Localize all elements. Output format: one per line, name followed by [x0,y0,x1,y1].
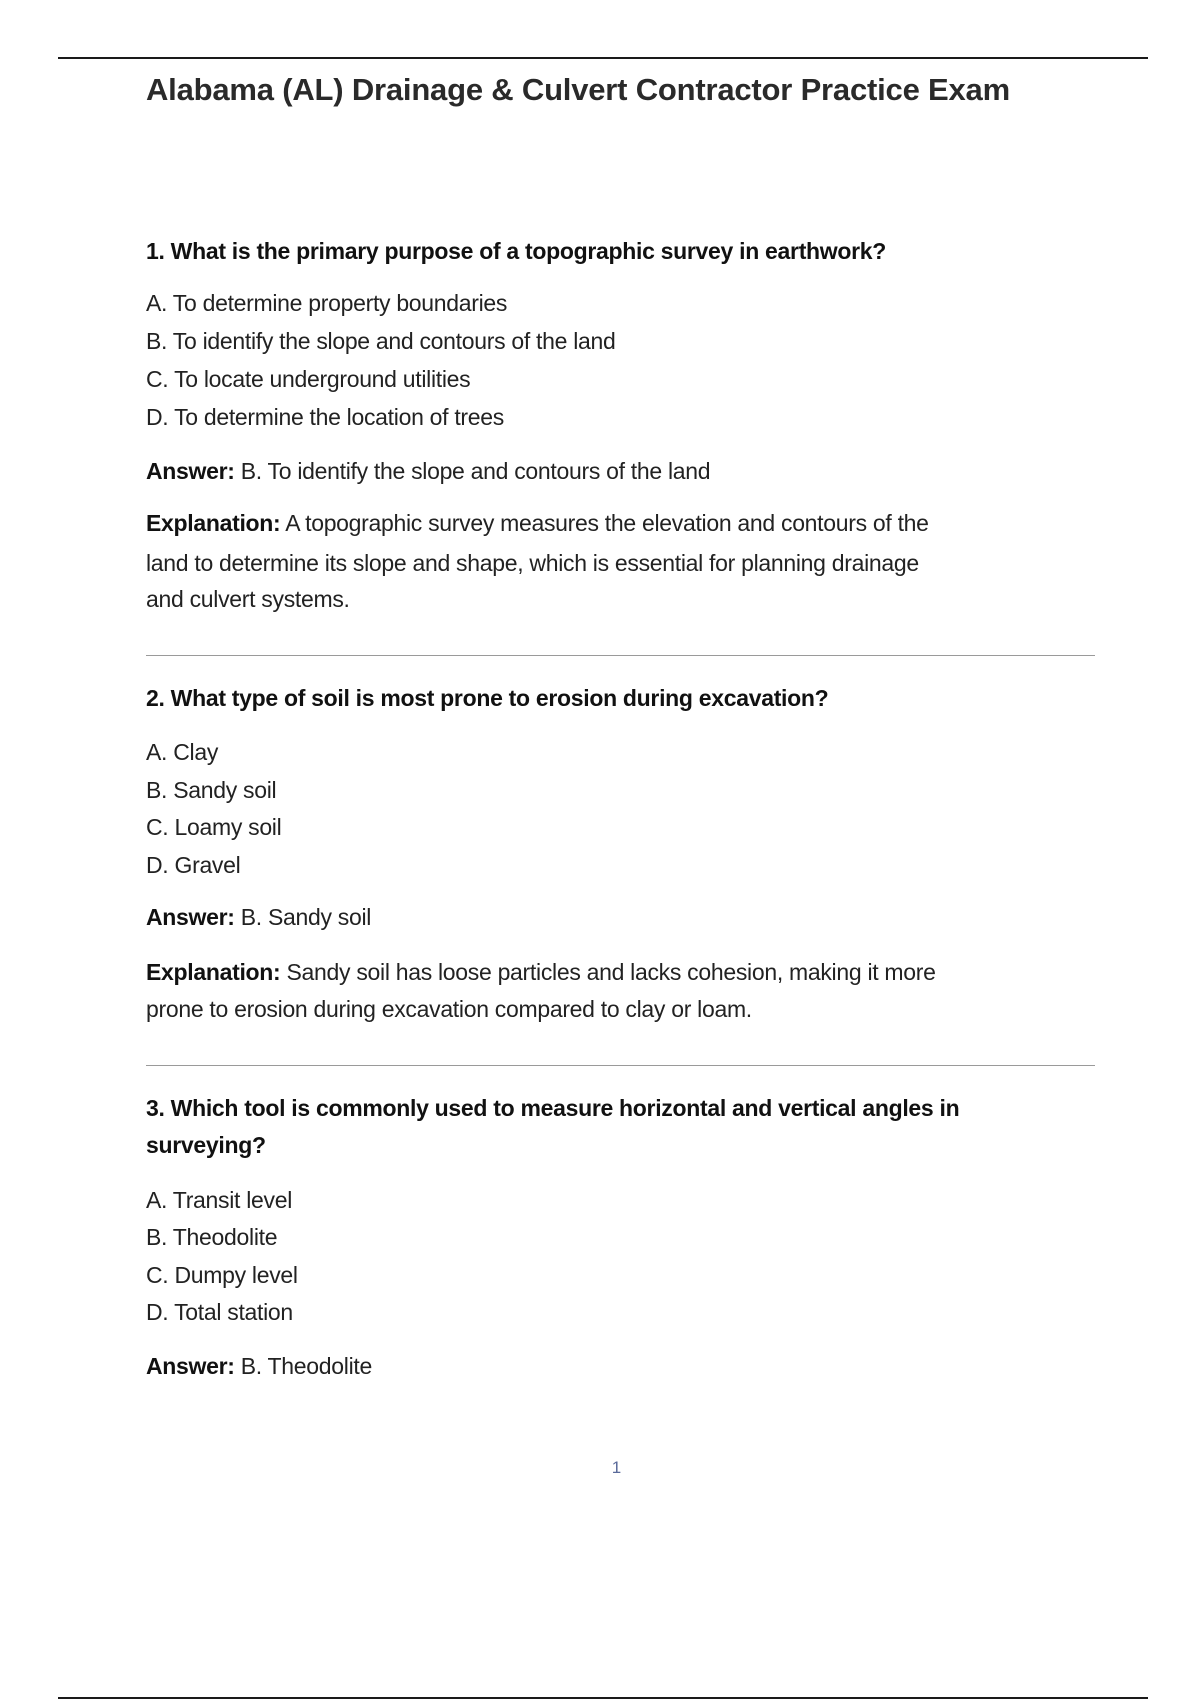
question-text: 3. Which tool is commonly used to measure horizontal and vertical angles in [146,1095,960,1121]
question-text: 1. What is the primary purpose of a topographic survey in earthwork? [146,238,887,264]
question-divider [146,655,1095,656]
explanation-label: Explanation: [146,959,281,985]
document-title: Alabama (AL) Drainage & Culvert Contractor Practice Exam [146,72,1010,107]
answer-label: Answer: [146,904,235,930]
answer-option: A. Transit level [146,1187,293,1213]
page-number: 1 [611,1458,622,1477]
explanation-text: land to determine its slope and shape, which is essential for planning drainage [146,550,919,576]
answer-value: B. Sandy soil [240,904,372,930]
answer-value: B. To identify the slope and contours of the land [240,458,711,484]
explanation-line [146,550,919,577]
explanation-line [146,510,929,537]
answer-line [146,904,371,931]
answer-option: A. Clay [146,739,219,765]
explanation-text: prone to erosion during excavation compared to clay or loam. [146,996,752,1022]
answer-option: D. Total station [146,1299,293,1325]
question-text: surveying? [146,1132,266,1158]
answer-option: B. To identify the slope and contours of the land [146,328,616,354]
answer-option: C. Loamy soil [146,814,282,840]
question-divider [146,1065,1095,1066]
header-rule [58,57,1148,59]
answer-label: Answer: [146,1353,235,1379]
answer-option: A. To determine property boundaries [146,290,508,316]
footer-rule [58,1697,1148,1699]
answer-option: D. To determine the location of trees [146,404,504,430]
explanation-text: Sandy soil has loose particles and lacks cohesion, making it more [286,959,936,985]
explanation-line [146,586,350,613]
answer-option: D. Gravel [146,852,241,878]
answer-option: B. Sandy soil [146,777,277,803]
explanation-line [146,996,752,1023]
question-text: 2. What type of soil is most prone to erosion during excavation? [146,685,829,711]
explanation-line [146,959,936,986]
answer-value: B. Theodolite [240,1353,372,1379]
explanation-label: Explanation: [146,510,281,536]
answer-line [146,458,710,485]
explanation-text: and culvert systems. [146,586,350,612]
answer-option: B. Theodolite [146,1224,278,1250]
answer-option: C. To locate underground utilities [146,366,471,392]
answer-label: Answer: [146,458,235,484]
answer-line [146,1353,372,1380]
explanation-text: A topographic survey measures the elevation and contours of the [285,510,929,536]
answer-option: C. Dumpy level [146,1262,298,1288]
